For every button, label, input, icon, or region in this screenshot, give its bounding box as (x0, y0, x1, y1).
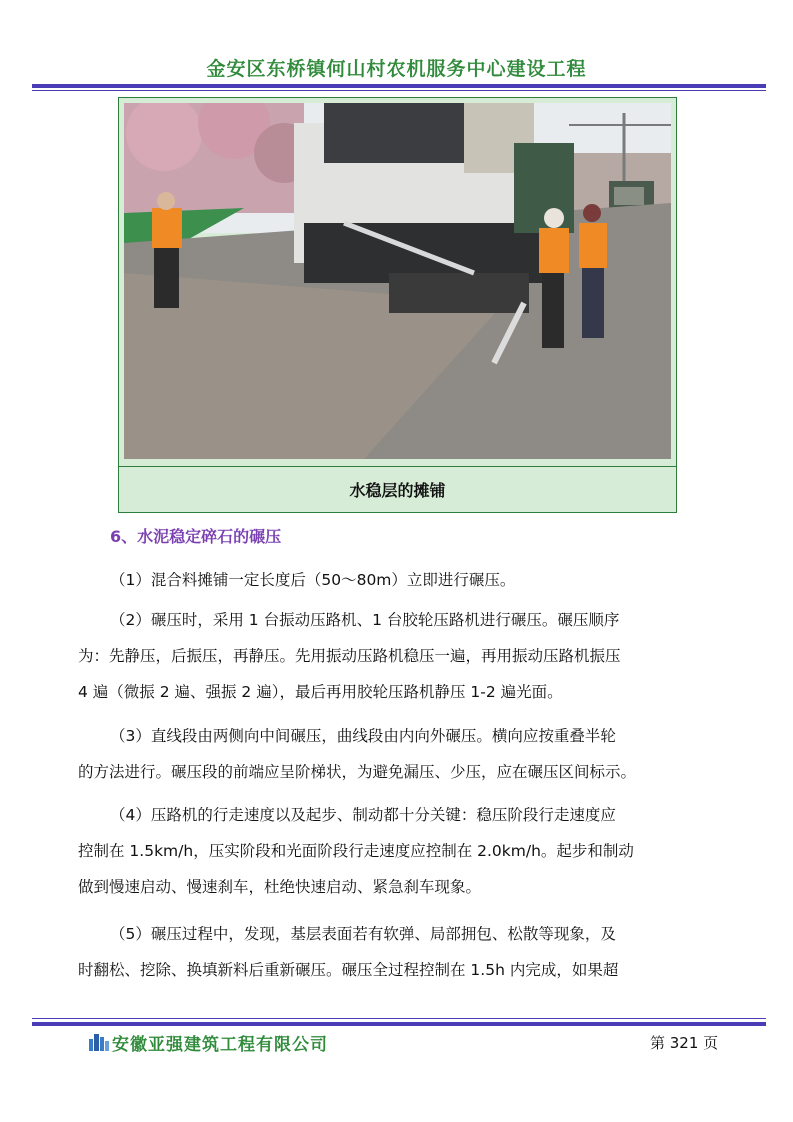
paving-photo (124, 103, 671, 459)
footer-company-name: 安徽亚强建筑工程有限公司 (112, 1035, 328, 1055)
paragraph-1 (78, 562, 718, 598)
figure-caption: 水稳层的摊铺 (349, 481, 446, 500)
paragraph-line: 的方法进行。碾压段的前端应呈阶梯状，为避免漏压、少压，应在碾压区间标示。 (78, 763, 637, 781)
document-header-title: 金安区东桥镇何山村农机服务中心建设工程 (206, 58, 587, 80)
footer-page-number: 第 321 页 (650, 1034, 719, 1052)
header-rule-thin (32, 90, 766, 91)
paragraph-line: （1）混合料摊铺一定长度后（50～80m）立即进行碾压。 (110, 571, 516, 589)
paragraph-line: 控制在 1.5km/h，压实阶段和光面阶段行走速度应控制在 2.0km/h。起步和制动 (78, 842, 634, 860)
paragraph-4 (78, 797, 718, 905)
paragraph-2 (78, 602, 718, 710)
paragraph-line: 4 遍（微振 2 遍、强振 2 遍），最后再用胶轮压路机静压 1-2 遍光面。 (78, 683, 563, 701)
paragraph-5 (78, 916, 718, 988)
section-heading: 6、水泥稳定碎石的碾压 (110, 527, 282, 546)
paragraph-3 (78, 718, 718, 790)
paragraph-line: （5）碾压过程中，发现，基层表面若有软弹、局部拥包、松散等现象，及 (110, 925, 616, 943)
company-logo-icon (88, 1031, 110, 1055)
figure-box (118, 97, 677, 513)
paragraph-line: 为：先静压，后振压，再静压。先用振动压路机稳压一遍，再用振动压路机振压 (78, 647, 621, 665)
paragraph-line: （2）碾压时，采用 1 台振动压路机、1 台胶轮压路机进行碾压。碾压顺序 (110, 611, 620, 629)
paragraph-line: （4）压路机的行走速度以及起步、制动都十分关键：稳压阶段行走速度应 (110, 806, 616, 824)
footer-rule-thin (32, 1018, 766, 1019)
paragraph-line: 做到慢速启动、慢速刹车，杜绝快速启动、紧急刹车现象。 (78, 878, 482, 896)
footer-rule-thick (32, 1022, 766, 1026)
paragraph-line: （3）直线段由两侧向中间碾压，曲线段由内向外碾压。横向应按重叠半轮 (110, 727, 616, 745)
header-rule-thick (32, 84, 766, 88)
caption-divider (119, 466, 676, 467)
paragraph-line: 时翻松、挖除、换填新料后重新碾压。碾压全过程控制在 1.5h 内完成，如果超 (78, 961, 619, 979)
